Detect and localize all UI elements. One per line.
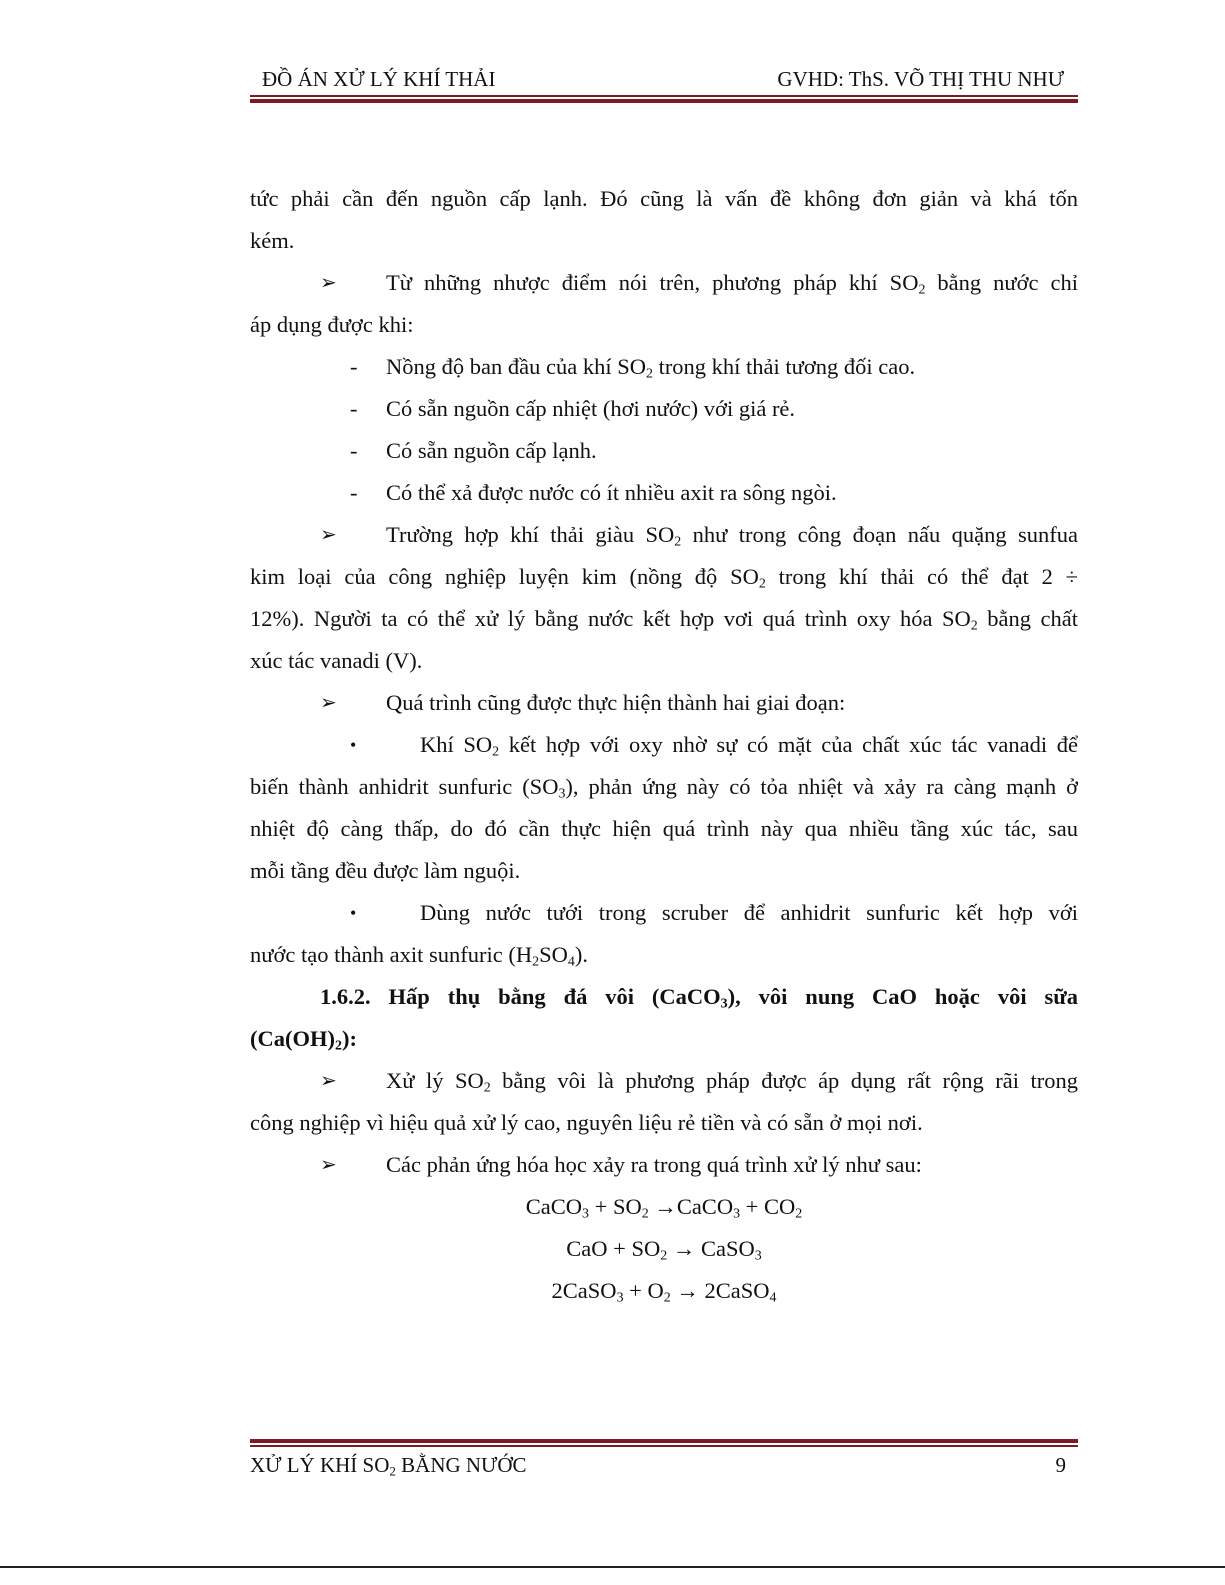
- equation-3: 2CaSO$_3$ + $O_2$ → 2CaSO$_4$: [551, 1278, 777, 1306]
- bullet-item: • Khí $SO_2$ kết hợp với oxy nhờ sự có mặt của chất xúc tác vanadi để: [250, 724, 1078, 766]
- arrow-paragraph: ➢ Từ những nhược điểm nói trên, phương pháp khí $SO_2$ bằng nước chỉ: [250, 262, 1078, 304]
- paragraph-line: nhiệt độ càng thấp, do đó cần thực hiện quá trình này qua nhiều tầng xúc tác, sau: [250, 816, 1078, 841]
- dash-item: - Nồng độ ban đầu của khí $SO_2$ trong khí thải tương đối cao.: [250, 346, 1078, 388]
- header-title: ĐỒ ÁN XỬ LÝ KHÍ THẢI: [262, 67, 496, 91]
- arrow-paragraph: ➢ Các phản ứng hóa học xảy ra trong quá trình xử lý như sau:: [250, 1144, 1078, 1186]
- arrow-bullet-icon: ➢: [320, 692, 337, 714]
- arrow-paragraph: ➢ Trường hợp khí thải giàu $SO_2$ như trong công đoạn nấu quặng sunfua: [250, 514, 1078, 556]
- arrow-bullet-icon: ➢: [320, 1070, 337, 1092]
- section-heading-cont: $(Ca(OH)_2)$:: [250, 1026, 357, 1054]
- reaction-arrow-icon: →: [676, 1278, 699, 1303]
- page-body: [250, 178, 1078, 1312]
- arrow-bullet-icon: ➢: [320, 272, 337, 294]
- dash-bullet-icon: -: [350, 438, 358, 463]
- equation-2: CaO + $SO_2$ → CaSO$_3$: [566, 1236, 762, 1264]
- paragraph-line: kém.: [250, 228, 295, 253]
- dash-item: - Có sẵn nguồn cấp nhiệt (hơi nước) với giá rẻ.: [250, 388, 1078, 430]
- footer-title: XỬ LÝ KHÍ $SO_2$ BẰNG NƯỚC: [250, 1453, 527, 1479]
- header-supervisor: GVHD: ThS. VÕ THỊ THU NHƯ: [777, 67, 1064, 91]
- page-bottom-edge: [0, 1566, 1225, 1568]
- dash-item: - Có sẵn nguồn cấp lạnh.: [250, 430, 1078, 472]
- bullet-item: • Dùng nước tưới trong scruber để anhidrit sunfuric kết hợp với: [250, 892, 1078, 934]
- page-number: 9: [1055, 1453, 1066, 1477]
- paragraph-line: kim loại của công nghiệp luyện kim (nồng độ $SO_2$ trong khí thải có thể đạt 2 ÷: [250, 564, 1078, 592]
- paragraph-line: tức phải cần đến nguồn cấp lạnh. Đó cũng là vấn đề không đơn giản và khá tốn: [250, 186, 1078, 211]
- paragraph-line: nước tạo thành axit sunfuric $(H_2SO_4)$.: [250, 942, 588, 970]
- bullet-icon: •: [350, 735, 357, 755]
- paragraph-line: mỗi tầng đều được làm nguội.: [250, 858, 521, 883]
- equation-1: CaCO$_3$ + $SO_2$ →CaCO$_3$ + $CO_2$: [525, 1194, 803, 1222]
- footer-rule-thin: [250, 1445, 1078, 1447]
- dash-bullet-icon: -: [350, 396, 358, 421]
- dash-item: - Có thể xả được nước có ít nhiều axit ra sông ngòi.: [250, 472, 1078, 514]
- paragraph-line: biến thành anhidrit sunfuric $(SO_3)$, phản ứng này có tỏa nhiệt và xảy ra càng mạnh ở: [250, 774, 1078, 802]
- arrow-paragraph: ➢ Xử lý $SO_2$ bằng vôi là phương pháp được áp dụng rất rộng rãi trong: [250, 1060, 1078, 1102]
- dash-bullet-icon: -: [350, 354, 358, 379]
- paragraph-line: xúc tác vanadi (V).: [250, 648, 423, 673]
- reaction-arrow-icon: →: [672, 1236, 696, 1261]
- paragraph-line: 12%). Người ta có thể xử lý bằng nước kết hợp vơi quá trình oxy hóa $SO_2$ bằng chất: [250, 606, 1078, 634]
- header-rule-thick: [250, 99, 1078, 103]
- section-heading: 1.6.2. Hấp thụ bằng đá vôi (CaCO$_3$), vôi nung CaO hoặc vôi sữa: [320, 984, 1078, 1012]
- page-footer: [250, 1450, 1078, 1480]
- header-rule-thin: [250, 95, 1078, 97]
- arrow-bullet-icon: ➢: [320, 1154, 337, 1176]
- bullet-icon: •: [350, 903, 357, 923]
- arrow-bullet-icon: ➢: [320, 524, 337, 546]
- footer-rule-thick: [250, 1439, 1078, 1443]
- page-header: [250, 64, 1078, 94]
- paragraph-line: áp dụng được khi:: [250, 312, 414, 337]
- arrow-paragraph: ➢ Quá trình cũng được thực hiện thành hai giai đoạn:: [250, 682, 1078, 724]
- reaction-arrow-icon: →: [654, 1194, 677, 1219]
- dash-bullet-icon: -: [350, 480, 358, 505]
- paragraph-line: công nghiệp vì hiệu quả xử lý cao, nguyên liệu rẻ tiền và có sẵn ở mọi nơi.: [250, 1110, 923, 1135]
